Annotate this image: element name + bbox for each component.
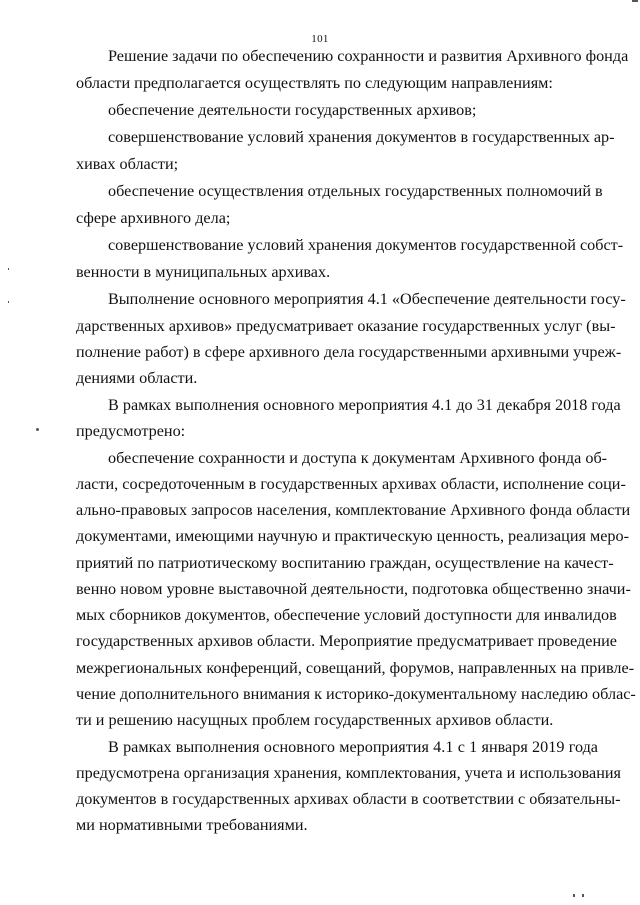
text-line: обеспечение осуществления отдельных государственных полномочий в <box>108 182 603 200</box>
text-line: совершенствование условий хранения документов в государственных ар- <box>108 128 615 146</box>
text-line: обеспечение деятельности государственных архивов; <box>108 101 477 119</box>
text-line: венности в муниципальных архивах. <box>76 263 331 281</box>
text-line: государственных архивов области. Мероприятие предусматривает проведение <box>76 632 617 650</box>
text-line: полнение работ) в сфере архивного дела государственными архивными учреж- <box>76 343 622 361</box>
scan-speck <box>8 301 9 303</box>
text-line: ти и решению насущных проблем государственных архивов области. <box>76 711 554 729</box>
text-line: венно новом уровне выставочной деятельности, подготовка общественно значи- <box>76 580 631 598</box>
text-line: предусмотрена организация хранения, комплектования, учета и использования <box>76 764 621 782</box>
text-line: обеспечение сохранности и доступа к документам Архивного фонда об- <box>108 449 608 467</box>
scan-speck <box>582 894 584 897</box>
text-line: Выполнение основного мероприятия 4.1 «Обеспечение деятельности госу- <box>108 290 626 308</box>
text-line: Решение задачи по обеспечению сохранности и развития Архивного фонда <box>108 47 629 65</box>
scan-speck <box>8 268 9 270</box>
text-line: межрегиональных конференций, совещаний, форумов, направленных на привле- <box>76 659 635 677</box>
text-line: ми нормативными требованиями. <box>76 816 308 834</box>
text-line: предусмотрено: <box>76 422 186 440</box>
text-line: сфере архивного дела; <box>76 209 231 227</box>
text-line: приятий по патриотическому воспитанию граждан, осуществление на качест- <box>76 554 614 572</box>
page-number: 101 <box>311 33 329 45</box>
text-line: совершенствование условий хранения документов государственной собст- <box>108 236 624 254</box>
scan-speck <box>573 894 575 897</box>
text-line: дарственных архивов» предусматривает оказание государственных услуг (вы- <box>76 317 616 335</box>
scan-speck <box>632 0 638 2</box>
text-line: хивах области; <box>76 155 179 173</box>
text-line: дениями области. <box>76 369 198 387</box>
text-line: документами, имеющими научную и практическую ценность, реализация меро- <box>76 527 629 545</box>
text-line: В рамках выполнения основного мероприятия 4.1 до 31 декабря 2018 года <box>108 396 621 414</box>
text-line: ально-правовых запросов населения, комплектование Архивного фонда области <box>76 501 631 519</box>
text-line: мых сборников документов, обеспечение условий доступности для инвалидов <box>76 606 617 624</box>
text-line: области предполагается осуществлять по следующим направлениям: <box>76 74 553 92</box>
text-line: В рамках выполнения основного мероприятия 4.1 с 1 января 2019 года <box>108 738 598 756</box>
text-line: чение дополнительного внимания к историко-документальному наследию облас- <box>76 685 636 703</box>
scan-speck <box>36 428 39 431</box>
text-line: ласти, сосредоточенным в государственных архивах области, исполнение соци- <box>76 475 626 493</box>
text-line: документов в государственных архивах области в соответствии с обязательны- <box>76 790 621 808</box>
